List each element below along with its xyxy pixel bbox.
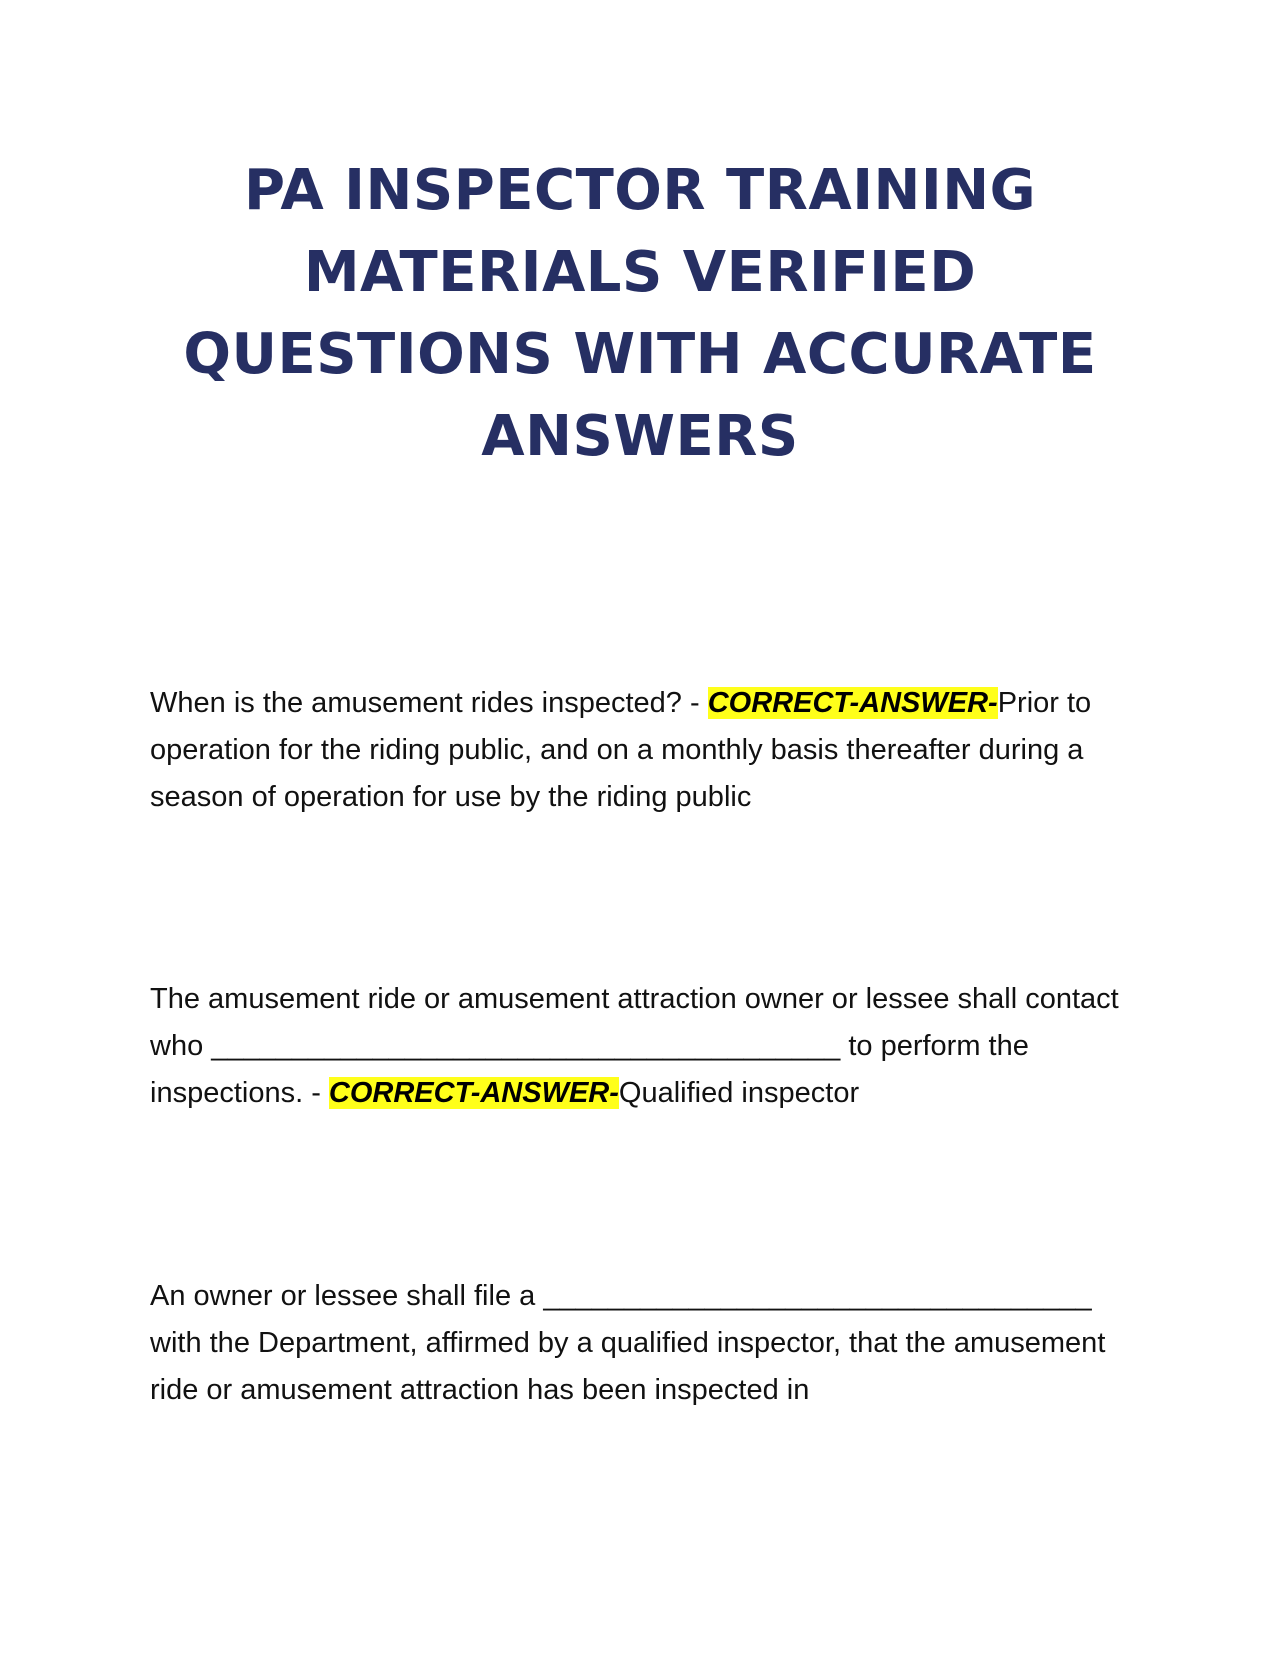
answer-text: Prior to operation for the riding public, and on a monthly basis thereafter during a season of operation for use by the riding public bbox=[150, 687, 1092, 813]
question-text: An owner or lessee shall file a __________________________________ with the Department, affirmed by a qualified inspector, that the amusement ride or amusement attraction has been inspected in bbox=[150, 1280, 1106, 1406]
correct-answer-marker: CORRECT-ANSWER- bbox=[328, 1077, 619, 1109]
title-line-2: MATERIALS VERIFIED bbox=[303, 240, 977, 305]
title-line-1: PA INSPECTOR TRAINING bbox=[243, 158, 1037, 223]
qa-item bbox=[150, 680, 1130, 821]
title-line-4: ANSWERS bbox=[481, 404, 799, 469]
correct-answer-marker: CORRECT-ANSWER- bbox=[707, 687, 998, 719]
title-line-3: QUESTIONS WITH ACCURATE bbox=[183, 322, 1097, 387]
document-title bbox=[120, 150, 1160, 478]
question-text: The amusement ride or amusement attraction owner or lessee shall contact who _______________________________________ to perform the inspections. - bbox=[150, 983, 1119, 1109]
qa-item bbox=[150, 976, 1130, 1117]
answer-text: Qualified inspector bbox=[618, 1077, 860, 1109]
qa-item bbox=[150, 1273, 1130, 1414]
question-text: When is the amusement rides inspected? - bbox=[150, 687, 708, 719]
